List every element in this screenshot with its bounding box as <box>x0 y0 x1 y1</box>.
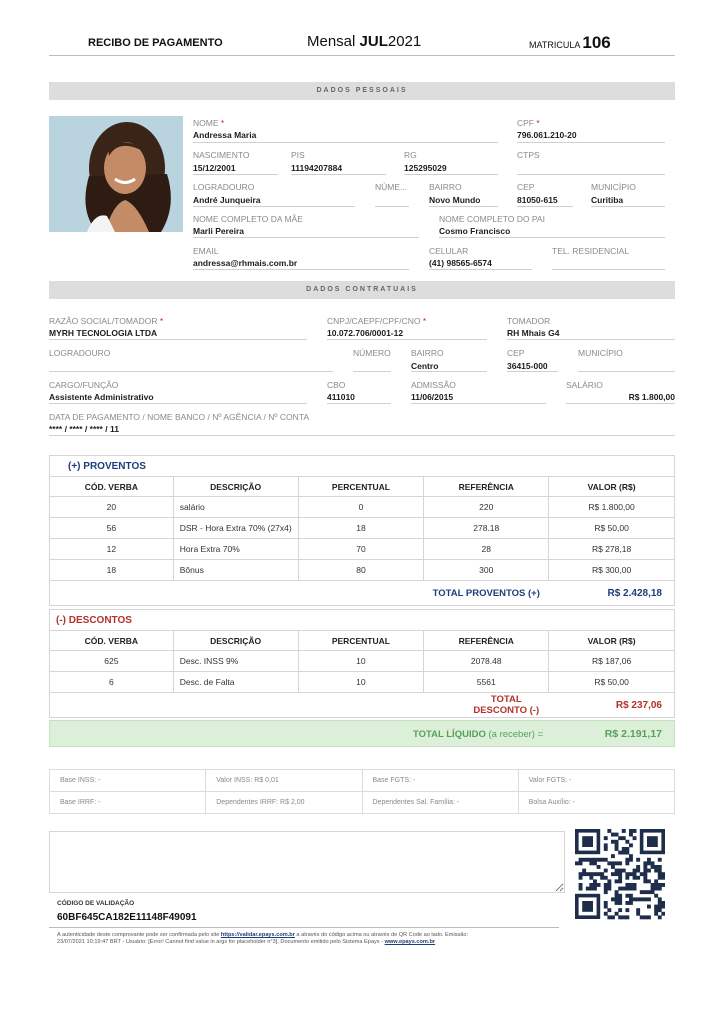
valor-fgts: Valor FGTS: - <box>518 770 674 792</box>
validation-label: CÓDIGO DE VALIDAÇÃO <box>57 900 135 907</box>
cell-perc: 18 <box>298 518 424 539</box>
cell-desc: Desc. de Falta <box>173 672 298 693</box>
cell-ref: 5561 <box>424 672 549 693</box>
cell-cod: 625 <box>50 651 174 672</box>
table-row <box>50 497 675 518</box>
cell-valor: R$ 50,00 <box>549 672 675 693</box>
cell-cod: 18 <box>50 560 174 581</box>
cell-ref: 220 <box>424 497 549 518</box>
cell-valor: R$ 1.800,00 <box>549 497 675 518</box>
nascimento-value: 15/12/2001 <box>193 163 236 173</box>
col-ref: REFERÊNCIA <box>424 477 549 497</box>
rg-label: RG <box>404 150 417 160</box>
contract-logradouro-label: LOGRADOURO <box>49 348 111 358</box>
cpf-label: CPF * <box>517 118 540 128</box>
pagamento-value: **** / **** / **** / 11 <box>49 424 119 434</box>
total-liquido-value: R$ 2.191,17 <box>604 728 662 740</box>
cell-perc: 10 <box>298 651 424 672</box>
matricula-label: MATRICULA <box>529 40 580 50</box>
period-prefix: Mensal <box>307 33 360 50</box>
cnpj-label: CNPJ/CAEPF/CPF/CNO * <box>327 316 427 326</box>
contract-cep-value: 36415-000 <box>507 361 548 371</box>
col-desc: DESCRIÇÃO <box>173 477 298 497</box>
admissao-value: 11/06/2015 <box>411 392 454 402</box>
cbo-value: 411010 <box>327 392 355 402</box>
cep-label: CEP <box>517 182 535 192</box>
mae-label: NOME COMPLETO DA MÃE <box>193 214 303 224</box>
pagamento-label: DATA DE PAGAMENTO / NOME BANCO / Nº AGÊNCIA / Nº CONTA <box>49 412 309 422</box>
cell-desc: Bônus <box>173 560 298 581</box>
table-row <box>50 651 675 672</box>
salario-label: SALÁRIO <box>566 380 603 390</box>
col-perc: PERCENTUAL <box>298 631 424 651</box>
admissao-label: ADMISSÃO <box>411 380 456 390</box>
cargo-value: Assistente Administrativo <box>49 392 154 402</box>
col-cod: CÓD. VERBA <box>50 631 174 651</box>
table-row <box>50 518 675 539</box>
nome-label: NOME * <box>193 118 225 128</box>
col-valor: VALOR (R$) <box>549 477 675 497</box>
receipt-header <box>49 30 675 56</box>
descontos-total-value: R$ 237,06 <box>549 693 675 718</box>
base-fgts: Base FGTS: - <box>362 770 518 792</box>
pai-value: Cosmo Francisco <box>439 226 511 236</box>
cell-cod: 20 <box>50 497 174 518</box>
col-valor: VALOR (R$) <box>549 631 675 651</box>
employee-photo <box>49 116 183 232</box>
total-liquido-bar <box>49 720 675 747</box>
email-value: andressa@rhmais.com.br <box>193 258 298 268</box>
cell-valor: R$ 187,06 <box>549 651 675 672</box>
razao-value: MYRH TECNOLOGIA LTDA <box>49 328 158 338</box>
col-desc: DESCRIÇÃO <box>173 631 298 651</box>
nome-value: Andressa Maria <box>193 130 257 140</box>
email-label: EMAIL <box>193 246 219 256</box>
epays-link[interactable]: www.epays.com.br <box>384 939 436 945</box>
personal-section-bar: DADOS PESSOAIS <box>49 82 675 100</box>
qr-code <box>575 829 665 921</box>
proventos-total-value: R$ 2.428,18 <box>549 581 675 606</box>
table-row <box>50 539 675 560</box>
cell-perc: 0 <box>298 497 424 518</box>
dependentes-sal-familia: Dependentes Sal. Família: - <box>362 792 518 814</box>
receipt-title: RECIBO DE PAGAMENTO <box>88 37 223 49</box>
mae-value: Marli Pereira <box>193 226 245 236</box>
cell-desc: Desc. INSS 9% <box>173 651 298 672</box>
contract-section-bar: DADOS CONTRATUAIS <box>49 281 675 299</box>
cell-ref: 2078.48 <box>424 651 549 672</box>
logradouro-label: LOGRADOURO <box>193 182 255 192</box>
pis-label: PIS <box>291 150 305 160</box>
cell-valor: R$ 278,18 <box>549 539 675 560</box>
total-liquido-label: TOTAL LÍQUIDO (a receber) = <box>413 729 544 740</box>
rg-value: 125295029 <box>404 163 447 173</box>
table-row <box>50 560 675 581</box>
celular-value: (41) 98565-6574 <box>429 258 492 268</box>
col-cod: CÓD. VERBA <box>50 477 174 497</box>
municipio-label: MUNICÍPIO <box>591 182 636 192</box>
proventos-table <box>49 455 675 606</box>
proventos-total-label: TOTAL PROVENTOS (+) <box>432 587 540 599</box>
contract-municipio-label: MUNICÍPIO <box>578 348 623 358</box>
cbo-label: CBO <box>327 380 346 390</box>
period <box>307 33 421 50</box>
matricula-value: 106 <box>582 33 611 52</box>
bolsa-auxilio: Bolsa Auxílio: - <box>518 792 674 814</box>
tomador-value: RH Mhais G4 <box>507 328 560 338</box>
pai-label: NOME COMPLETO DO PAI <box>439 214 545 224</box>
contract-bairro-value: Centro <box>411 361 439 371</box>
period-year: 2021 <box>387 33 422 50</box>
cell-perc: 10 <box>298 672 424 693</box>
notes-textarea[interactable] <box>49 831 565 893</box>
base-inss: Base INSS: - <box>50 770 206 792</box>
dependentes-irrf: Dependentes IRRF: R$ 2,00 <box>206 792 362 814</box>
table-row <box>50 672 675 693</box>
tel-label: TEL. RESIDENCIAL <box>552 246 629 256</box>
numero-label: NÚME... <box>375 182 408 192</box>
col-ref: REFERÊNCIA <box>424 631 549 651</box>
col-perc: PERCENTUAL <box>298 477 424 497</box>
cell-desc: salário <box>173 497 298 518</box>
cell-perc: 80 <box>298 560 424 581</box>
bairro-label: BAIRRO <box>429 182 462 192</box>
cep-value: 81050-615 <box>517 195 558 205</box>
tomador-label: TOMADOR <box>507 316 551 326</box>
cell-perc: 70 <box>298 539 424 560</box>
cell-desc: Hora Extra 70% <box>173 539 298 560</box>
base-irrf: Base IRRF: - <box>50 792 206 814</box>
descontos-total-label: TOTAL DESCONTO (-) <box>473 694 540 716</box>
municipio-value: Curitiba <box>591 195 624 205</box>
nascimento-label: NASCIMENTO <box>193 150 250 160</box>
proventos-title: (+) PROVENTOS <box>50 456 675 477</box>
cell-cod: 6 <box>50 672 174 693</box>
valor-inss: Valor INSS: R$ 0,01 <box>206 770 362 792</box>
contract-numero-label: NÚMERO <box>353 348 391 358</box>
descontos-title: (-) DESCONTOS <box>50 610 675 631</box>
pis-value: 11194207884 <box>291 163 343 173</box>
cell-valor: R$ 300,00 <box>549 560 675 581</box>
period-month: JUL <box>359 33 388 50</box>
salario-value: R$ 1.800,00 <box>628 392 675 402</box>
logradouro-value: André Junqueira <box>193 195 261 205</box>
celular-label: CELULAR <box>429 246 469 256</box>
cnpj-value: 10.072.706/0001-12 <box>327 328 404 338</box>
validation-link[interactable]: https://validar.epays.com.br <box>220 932 295 938</box>
cell-cod: 12 <box>50 539 174 560</box>
razao-label: RAZÃO SOCIAL/TOMADOR * <box>49 316 164 326</box>
cell-ref: 278.18 <box>424 518 549 539</box>
cell-desc: DSR - Hora Extra 70% (27x4) <box>173 518 298 539</box>
cpf-value: 796.061.210-20 <box>517 130 577 140</box>
matricula <box>529 33 611 53</box>
cargo-label: CARGO/FUNÇÃO <box>49 380 119 390</box>
validation-code: 60BF645CA182E11148F49091 <box>57 912 197 923</box>
contract-bairro-label: BAIRRO <box>411 348 444 358</box>
contract-cep-label: CEP <box>507 348 525 358</box>
cell-ref: 28 <box>424 539 549 560</box>
cell-valor: R$ 50,00 <box>549 518 675 539</box>
bases-grid <box>49 769 675 814</box>
cell-ref: 300 <box>424 560 549 581</box>
footer-text: A autenticidade deste comprovante pode ser confirmada pelo site https://validar.epays.com.br a através do código acima ou através de QR Code ao lado. Emissão: 23/07/2021 10:19:47 BRT - Usuário: [Error! Cannot find value in args for placeholder n°3], Documento emitido pelo Sistema Epays - www.epays.com.br <box>57 932 469 945</box>
bairro-value: Novo Mundo <box>429 195 481 205</box>
descontos-table <box>49 609 675 718</box>
ctps-label: CTPS <box>517 150 540 160</box>
cell-cod: 56 <box>50 518 174 539</box>
